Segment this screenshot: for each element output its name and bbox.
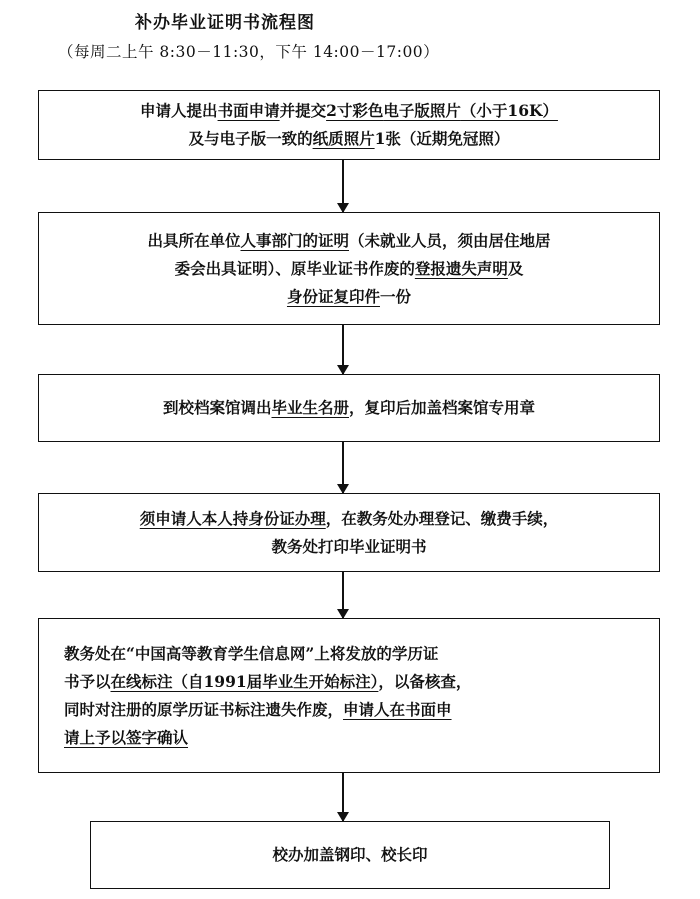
step-4-text xyxy=(140,505,559,561)
step-text-line xyxy=(140,533,559,561)
text-segment: 1张（近期免冠照） xyxy=(374,129,510,148)
underlined-text: 人事部门的证明 xyxy=(240,230,349,250)
step-5-text xyxy=(64,640,471,752)
step-1-text xyxy=(140,97,558,153)
arrow-2-3 xyxy=(342,325,344,374)
underlined-text: （小于16K） xyxy=(460,101,558,120)
step-3-text xyxy=(163,394,535,422)
underlined-text: 毕业生名册 xyxy=(271,398,349,417)
step-text-line xyxy=(140,125,558,153)
text-segment: ，以备核查， xyxy=(378,671,472,691)
underlined-text: 电子版照片 xyxy=(383,101,461,120)
arrow-4-5 xyxy=(342,572,344,618)
text-segment: 并提交 xyxy=(279,101,327,120)
step-text-line xyxy=(147,227,550,255)
underlined-text: 纸质照片 xyxy=(312,129,375,148)
underlined-text: 请上予以签字确认 xyxy=(64,727,189,747)
step-2-text xyxy=(147,227,550,311)
text-segment: ，在教务处办理登记、缴费手续， xyxy=(325,508,559,528)
step-6-text xyxy=(272,841,427,869)
step-text-line xyxy=(163,394,535,422)
text-segment: 教务处打印毕业证明书 xyxy=(271,536,427,556)
text-segment: 同时对注册的原学历证书标注遗失作废， xyxy=(64,699,344,719)
text-segment: 教务处在“中国高等教育学生信息网”上将发放的学历证 xyxy=(64,643,439,663)
text-segment: ，复印后加盖档案馆专用章 xyxy=(349,398,536,417)
step-4-box xyxy=(38,493,660,572)
step-text-line xyxy=(64,696,471,724)
arrow-3-4 xyxy=(342,442,344,493)
step-6-box xyxy=(90,821,610,889)
text-segment: 申请人提出 xyxy=(140,101,218,120)
step-5-box xyxy=(38,618,660,773)
text-segment: （未就业人员，须由居住地居 xyxy=(349,230,551,250)
underlined-text: 申请人在书面申 xyxy=(343,699,452,719)
office-hours: （每周二上午 8:30－11:30，下午 14:00－17:00） xyxy=(58,43,440,61)
step-text-line xyxy=(140,97,558,125)
text-segment: 校办加盖钢印、校长印 xyxy=(272,845,428,864)
text-segment: 到校档案馆调出 xyxy=(162,398,272,417)
underlined-text: 身份证复印件 xyxy=(286,286,380,306)
underlined-text: 2寸彩色 xyxy=(326,101,384,120)
text-segment: 委会出具证明）、原毕业证书作废的 xyxy=(174,258,415,278)
arrow-5-6 xyxy=(342,773,344,821)
step-text-line xyxy=(272,841,427,869)
underlined-text: 在线标注（自1991届毕业生开始标注） xyxy=(110,671,379,691)
text-segment: 及 xyxy=(507,258,524,278)
underlined-text: 须申请人本人持身份证办理 xyxy=(139,508,326,528)
underlined-text: 登报遗失声明 xyxy=(414,258,508,278)
step-text-line xyxy=(64,668,471,696)
step-text-line xyxy=(147,283,550,311)
underlined-text: 书面申请 xyxy=(217,101,280,120)
text-segment: 书予以 xyxy=(64,671,111,691)
text-segment: 一份 xyxy=(379,286,411,306)
step-text-line xyxy=(140,505,559,533)
step-text-line xyxy=(64,724,471,752)
step-text-line xyxy=(64,640,471,668)
arrow-1-2 xyxy=(342,160,344,212)
text-segment: 及与电子版一致的 xyxy=(188,129,313,148)
step-3-box xyxy=(38,374,660,442)
text-segment: 出具所在单位 xyxy=(147,230,241,250)
step-1-box xyxy=(38,90,660,160)
flowchart-title: 补办毕业证明书流程图 xyxy=(135,13,315,33)
step-text-line xyxy=(147,255,550,283)
step-2-box xyxy=(38,212,660,325)
